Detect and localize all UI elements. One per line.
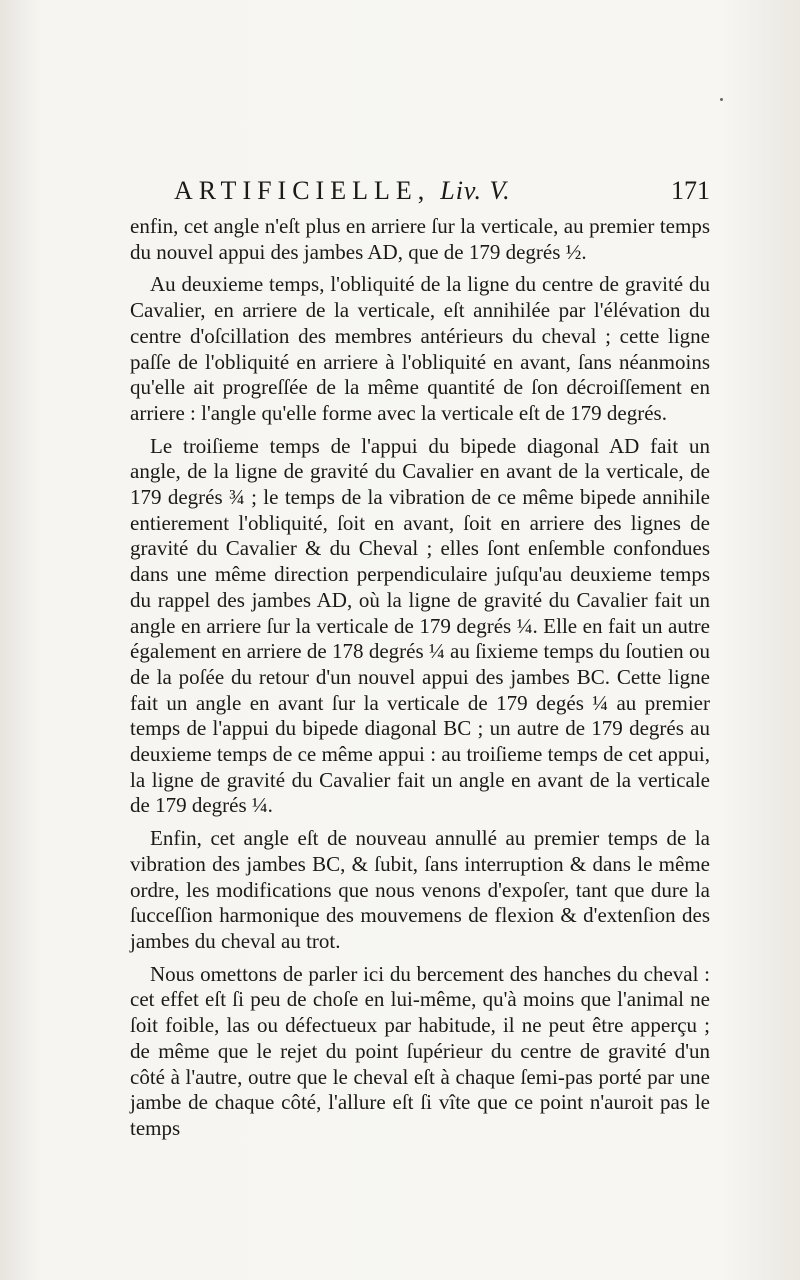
paragraph: Le troiſieme temps de l'appui du bipede diagonal AD fait un angle, de la ligne de gravité du Cavalier en avant de la verticale, de 179 degrés ¾ ; le temps de la vibration de ce même bipede annihile entierement l'obliquité, ſoit en avant, ſoit en arriere des lignes de gravité du Cavalier & du Cheval ; elles ſont enſemble confondues dans une même direction perpendiculaire juſqu'au deuxieme temps du rappel des jambes AD, où la ligne de gravité du Cavalier fait un angle en arriere ſur la verticale de 179 degrés ¼. Elle en fait un autre également en arriere de 178 degrés ¼ au ſixieme temps du ſoutien ou de la poſée du retour d'un nouvel appui des jambes BC. Cette ligne fait un angle en avant ſur la verticale de 179 degés ¼ au premier temps de l'appui du bipede diagonal BC ; un autre de 179 degrés au deuxieme temps de ce même appui : au troiſieme temps de cet appui, la ligne de gravité du Cavalier fait un angle en avant de la verticale de 179 degrés ¼.	[130, 433, 710, 818]
paragraph-continuation: enfin, cet angle n'eſt plus en arriere ſur la verticale, au premier temps du nouvel appui des jambes AD, que de 179 degrés ½.	[130, 214, 710, 264]
paragraph: Nous omettons de parler ici du bercement des hanches du cheval : cet effet eſt ſi peu de choſe en lui-même, qu'à moins que l'animal ne ſoit foible, las ou défectueux par habitude, il ne peut être apperçu ; de même que le rejet du point ſupérieur du centre de gravité d'un côté à l'autre, outre que le cheval eſt à chaque ſemi-pas porté par une jambe de chaque côté, l'allure eſt ſi vîte que ce point n'auroit pas le temps	[130, 961, 710, 1140]
page-header	[130, 176, 710, 210]
book-number: Liv. V.	[440, 176, 511, 205]
body-text	[130, 214, 710, 1149]
running-title	[174, 176, 511, 206]
paragraph: Au deuxieme temps, l'obliquité de la ligne du centre de gravité du Cavalier, en arriere de la verticale, eſt annihilée par l'élévation du centre d'oſcillation des membres antérieurs du cheval ; cette ligne paſſe de l'obliquité en arriere à l'obliquité en avant, ſans néanmoins qu'elle ait progreſſée de la même quantité de ſon décroiſſement en arriere : l'angle qu'elle forme avec la verticale eſt de 179 degrés.	[130, 272, 710, 425]
running-title-text: ARTIFICIELLE,	[174, 176, 431, 205]
paragraph: Enfin, cet angle eſt de nouveau annullé au premier temps de la vibration des jambes BC, & ſubit, ſans interruption & dans le même ordre, les modifications que nous venons d'expoſer, tant que dure la ſucceſſion harmonique des mouvemens de flexion & d'extenſion des jambes du cheval au trot.	[130, 826, 710, 953]
ink-speck	[720, 98, 723, 101]
page-number: 171	[671, 176, 710, 205]
